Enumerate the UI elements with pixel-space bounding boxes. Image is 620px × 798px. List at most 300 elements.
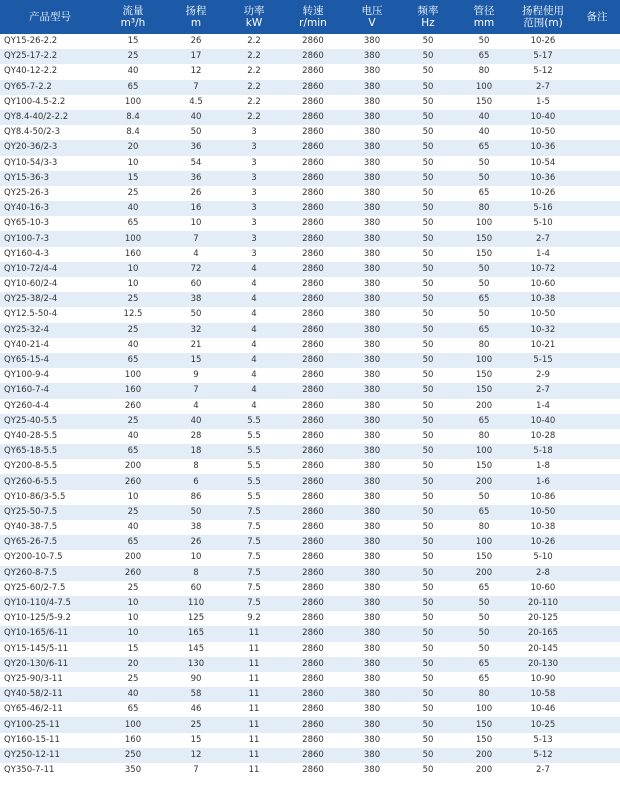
voltage-cell: 380: [363, 157, 381, 168]
flow-cell: 200: [124, 461, 142, 472]
voltage-cell: 380: [363, 279, 381, 290]
table-row: [0, 110, 620, 125]
voltage-cell: 380: [363, 36, 381, 47]
head-range-cell: 10-40: [530, 112, 556, 123]
speed-cell: 2860: [302, 309, 324, 320]
flow-cell: 65: [127, 81, 139, 92]
model-cell: QY25-17-2.2: [4, 51, 58, 62]
frequency-cell: 50: [422, 704, 434, 715]
frequency-cell: 50: [422, 552, 434, 563]
voltage-cell: 380: [363, 749, 381, 760]
head-range-cell: 20-165: [527, 628, 559, 639]
flow-cell: 25: [127, 187, 139, 198]
voltage-cell: 380: [363, 203, 381, 214]
table-row: [0, 505, 620, 520]
pipe-diameter-cell: 50: [478, 613, 490, 624]
pipe-diameter-cell: 80: [478, 689, 490, 700]
head-range-cell: 10-72: [530, 263, 556, 274]
table-row: [0, 581, 620, 596]
head-range-cell: 5-13: [533, 734, 553, 745]
voltage-header: [344, 0, 400, 34]
model-cell: QY65-15-4: [4, 355, 50, 366]
remarks-header-label: 备注: [586, 11, 608, 23]
pipe-diameter-cell: 65: [478, 658, 490, 669]
head-cell: 50: [190, 127, 202, 138]
model-cell: QY40-12-2.2: [4, 66, 58, 77]
pipe-diameter-header-unit: mm: [473, 17, 495, 29]
speed-cell: 2860: [302, 415, 324, 426]
head-range-cell: 10-50: [530, 127, 556, 138]
pipe-diameter-cell: 200: [475, 765, 493, 776]
pipe-diameter-cell: 80: [478, 339, 490, 350]
frequency-cell: 50: [422, 765, 434, 776]
pipe-diameter-cell: 150: [475, 233, 493, 244]
frequency-cell: 50: [422, 263, 434, 274]
flow-cell: 15: [127, 172, 139, 183]
speed-cell: 2860: [302, 582, 324, 593]
speed-cell: 2860: [302, 567, 324, 578]
table-row: [0, 247, 620, 262]
speed-cell: 2860: [302, 476, 324, 487]
remarks-cell: [574, 34, 620, 49]
head-cell: 46: [190, 704, 202, 715]
power-cell: 3: [251, 142, 257, 153]
head-cell: 145: [187, 643, 205, 654]
model-cell: QY160-4-3: [4, 248, 50, 259]
pipe-diameter-cell: 200: [475, 400, 493, 411]
flow-cell: 10: [127, 491, 139, 502]
power-cell: 3: [251, 127, 257, 138]
head-range-cell: 10-26: [530, 187, 556, 198]
head-range-cell: 2-7: [536, 765, 550, 776]
flow-cell: 350: [124, 765, 142, 776]
power-cell: 5.5: [247, 491, 261, 502]
frequency-cell: 50: [422, 598, 434, 609]
remarks-cell: [574, 247, 620, 262]
flow-cell: 65: [127, 446, 139, 457]
head-cell: 15: [190, 734, 202, 745]
head-cell: 125: [187, 613, 205, 624]
table-row: [0, 763, 620, 778]
remarks-cell: [574, 429, 620, 444]
speed-cell: 2860: [302, 491, 324, 502]
model-cell: QY8.4-50/2-3: [4, 127, 61, 138]
pipe-diameter-cell: 150: [475, 385, 493, 396]
power-cell: 11: [248, 734, 260, 745]
pipe-diameter-cell: 50: [478, 309, 490, 320]
frequency-cell: 50: [422, 491, 434, 502]
head-range-cell: 10-46: [530, 704, 556, 715]
model-cell: QY100-9-4: [4, 370, 50, 381]
remarks-cell: [574, 399, 620, 414]
flow-cell: 25: [127, 324, 139, 335]
head-cell: 6: [193, 476, 199, 487]
power-cell: 7.5: [247, 506, 261, 517]
voltage-cell: 380: [363, 81, 381, 92]
pipe-diameter-cell: 150: [475, 719, 493, 730]
flow-cell: 25: [127, 673, 139, 684]
frequency-cell: 50: [422, 96, 434, 107]
speed-header-label: 转速: [302, 5, 324, 17]
head-cell: 50: [190, 309, 202, 320]
flow-cell: 40: [127, 522, 139, 533]
frequency-cell: 50: [422, 673, 434, 684]
model-cell: QY10-125/5-9.2: [4, 613, 71, 624]
head-cell: 38: [190, 522, 202, 533]
power-cell: 4: [251, 385, 257, 396]
model-cell: QY25-32-4: [4, 324, 50, 335]
remarks-cell: [574, 414, 620, 429]
head-cell: 90: [190, 673, 202, 684]
remarks-cell: [574, 307, 620, 322]
header-row: [0, 0, 620, 34]
head-cell: 50: [190, 506, 202, 517]
voltage-cell: 380: [363, 370, 381, 381]
head-cell: 8: [193, 461, 199, 472]
head-cell: 26: [190, 537, 202, 548]
voltage-cell: 380: [363, 658, 381, 669]
head-range-cell: 5-10: [533, 218, 553, 229]
head-cell: 9: [193, 370, 199, 381]
head-range-header-unit: 范围(m): [523, 17, 563, 29]
speed-cell: 2860: [302, 749, 324, 760]
voltage-cell: 380: [363, 734, 381, 745]
model-cell: QY100-4.5-2.2: [4, 96, 66, 107]
flow-cell: 260: [124, 567, 142, 578]
speed-cell: 2860: [302, 506, 324, 517]
frequency-cell: 50: [422, 66, 434, 77]
pipe-diameter-cell: 80: [478, 66, 490, 77]
head-cell: 12: [190, 66, 202, 77]
frequency-cell: 50: [422, 522, 434, 533]
remarks-cell: [574, 353, 620, 368]
power-cell: 4: [251, 309, 257, 320]
model-cell: QY260-4-4: [4, 400, 50, 411]
head-range-cell: 5-15: [533, 355, 553, 366]
remarks-cell: [574, 763, 620, 778]
frequency-cell: 50: [422, 658, 434, 669]
head-range-cell: 5-17: [533, 51, 553, 62]
model-cell: QY260-6-5.5: [4, 476, 58, 487]
head-range-cell: 1-4: [536, 400, 550, 411]
frequency-cell: 50: [422, 157, 434, 168]
voltage-cell: 380: [363, 187, 381, 198]
model-cell: QY40-58/2-11: [4, 689, 63, 700]
head-cell: 4: [193, 248, 199, 259]
voltage-cell: 380: [363, 248, 381, 259]
speed-cell: 2860: [302, 66, 324, 77]
power-cell: 11: [248, 643, 260, 654]
table-row: [0, 733, 620, 748]
remarks-cell: [574, 216, 620, 231]
power-cell: 7.5: [247, 567, 261, 578]
table-row: [0, 49, 620, 64]
model-cell: QY20-130/6-11: [4, 658, 69, 669]
model-cell: QY260-8-7.5: [4, 567, 58, 578]
speed-cell: 2860: [302, 263, 324, 274]
head-range-cell: 1-4: [536, 248, 550, 259]
head-range-cell: 5-18: [533, 446, 553, 457]
frequency-cell: 50: [422, 415, 434, 426]
flow-cell: 65: [127, 704, 139, 715]
flow-cell: 160: [124, 734, 142, 745]
head-range-cell: 10-40: [530, 415, 556, 426]
head-cell: 38: [190, 294, 202, 305]
model-cell: QY25-26-3: [4, 187, 50, 198]
voltage-cell: 380: [363, 127, 381, 138]
table-row: [0, 125, 620, 140]
voltage-cell: 380: [363, 537, 381, 548]
table-row: [0, 140, 620, 155]
flow-cell: 260: [124, 476, 142, 487]
head-cell: 21: [190, 339, 202, 350]
head-range-cell: 10-38: [530, 522, 556, 533]
model-cell: QY15-26-2.2: [4, 36, 58, 47]
model-header: [0, 0, 100, 34]
remarks-cell: [574, 186, 620, 201]
pipe-diameter-cell: 40: [478, 112, 490, 123]
flow-cell: 10: [127, 279, 139, 290]
remarks-cell: [574, 49, 620, 64]
voltage-cell: 380: [363, 461, 381, 472]
speed-cell: 2860: [302, 628, 324, 639]
head-range-cell: 5-10: [533, 552, 553, 563]
head-range-cell: 10-38: [530, 294, 556, 305]
head-range-cell: 10-60: [530, 279, 556, 290]
power-cell: 4: [251, 355, 257, 366]
speed-cell: 2860: [302, 81, 324, 92]
remarks-cell: [574, 80, 620, 95]
flow-header-label: 流量: [122, 5, 144, 17]
speed-cell: 2860: [302, 673, 324, 684]
power-cell: 5.5: [247, 461, 261, 472]
flow-cell: 20: [127, 142, 139, 153]
flow-cell: 100: [124, 370, 142, 381]
head-range-cell: 20-125: [527, 613, 559, 624]
table-row: [0, 459, 620, 474]
remarks-cell: [574, 642, 620, 657]
table-row: [0, 231, 620, 246]
model-cell: QY10-72/4-4: [4, 263, 58, 274]
frequency-cell: 50: [422, 506, 434, 517]
remarks-cell: [574, 338, 620, 353]
voltage-cell: 380: [363, 112, 381, 123]
power-cell: 4: [251, 294, 257, 305]
speed-cell: 2860: [302, 765, 324, 776]
pipe-diameter-cell: 50: [478, 491, 490, 502]
head-range-cell: 10-58: [530, 689, 556, 700]
table-row: [0, 95, 620, 110]
speed-cell: 2860: [302, 36, 324, 47]
remarks-cell: [574, 596, 620, 611]
voltage-cell: 380: [363, 172, 381, 183]
head-cell: 86: [190, 491, 202, 502]
voltage-cell: 380: [363, 613, 381, 624]
speed-cell: 2860: [302, 689, 324, 700]
flow-cell: 160: [124, 248, 142, 259]
frequency-cell: 50: [422, 400, 434, 411]
pipe-diameter-cell: 65: [478, 415, 490, 426]
speed-cell: 2860: [302, 734, 324, 745]
head-cell: 28: [190, 430, 202, 441]
model-cell: QY200-8-5.5: [4, 461, 58, 472]
flow-cell: 260: [124, 400, 142, 411]
remarks-cell: [574, 64, 620, 79]
frequency-cell: 50: [422, 476, 434, 487]
head-cell: 40: [190, 415, 202, 426]
head-cell: 4: [193, 400, 199, 411]
remarks-cell: [574, 231, 620, 246]
flow-cell: 40: [127, 203, 139, 214]
voltage-cell: 380: [363, 96, 381, 107]
table-row: [0, 171, 620, 186]
remarks-cell: [574, 717, 620, 732]
flow-cell: 10: [127, 598, 139, 609]
frequency-cell: 50: [422, 582, 434, 593]
model-cell: QY25-60/2-7.5: [4, 582, 66, 593]
table-row: [0, 657, 620, 672]
remarks-cell: [574, 140, 620, 155]
head-range-cell: 10-54: [530, 157, 556, 168]
model-cell: QY20-36/2-3: [4, 142, 58, 153]
power-cell: 3: [251, 203, 257, 214]
pipe-diameter-cell: 65: [478, 142, 490, 153]
model-cell: QY160-7-4: [4, 385, 50, 396]
frequency-cell: 50: [422, 233, 434, 244]
model-cell: QY25-38/2-4: [4, 294, 58, 305]
flow-cell: 200: [124, 552, 142, 563]
remarks-cell: [574, 566, 620, 581]
power-cell: 4: [251, 279, 257, 290]
head-cell: 130: [187, 658, 205, 669]
model-cell: QY12.5-50-4: [4, 309, 58, 320]
power-header: [226, 0, 282, 34]
frequency-cell: 50: [422, 446, 434, 457]
frequency-cell: 50: [422, 643, 434, 654]
pipe-diameter-cell: 50: [478, 172, 490, 183]
flow-cell: 12.5: [123, 309, 143, 320]
table-row: [0, 626, 620, 641]
head-range-cell: 20-110: [527, 598, 559, 609]
speed-cell: 2860: [302, 112, 324, 123]
pipe-diameter-cell: 80: [478, 522, 490, 533]
table-row: [0, 368, 620, 383]
flow-cell: 15: [127, 36, 139, 47]
flow-cell: 100: [124, 719, 142, 730]
remarks-cell: [574, 581, 620, 596]
frequency-cell: 50: [422, 218, 434, 229]
model-cell: QY40-28-5.5: [4, 430, 58, 441]
flow-cell: 10: [127, 628, 139, 639]
head-cell: 7: [193, 233, 199, 244]
remarks-header: [574, 0, 620, 34]
table-row: [0, 717, 620, 732]
table-row: [0, 80, 620, 95]
head-cell: 4.5: [189, 96, 203, 107]
frequency-cell: 50: [422, 309, 434, 320]
head-range-cell: 2-8: [536, 567, 550, 578]
head-range-cell: 10-28: [530, 430, 556, 441]
voltage-cell: 380: [363, 704, 381, 715]
voltage-cell: 380: [363, 598, 381, 609]
flow-cell: 20: [127, 658, 139, 669]
head-range-cell: 10-90: [530, 673, 556, 684]
remarks-cell: [574, 626, 620, 641]
remarks-cell: [574, 733, 620, 748]
frequency-cell: 50: [422, 294, 434, 305]
speed-cell: 2860: [302, 552, 324, 563]
pipe-diameter-cell: 100: [475, 218, 493, 229]
voltage-cell: 380: [363, 51, 381, 62]
flow-cell: 40: [127, 430, 139, 441]
voltage-cell: 380: [363, 294, 381, 305]
remarks-cell: [574, 505, 620, 520]
voltage-cell: 380: [363, 719, 381, 730]
speed-cell: 2860: [302, 51, 324, 62]
power-cell: 3: [251, 187, 257, 198]
power-cell: 2.2: [247, 51, 261, 62]
speed-cell: 2860: [302, 248, 324, 259]
remarks-cell: [574, 262, 620, 277]
table-row: [0, 672, 620, 687]
table-row: [0, 702, 620, 717]
model-cell: QY40-16-3: [4, 203, 50, 214]
flow-header-unit: m³/h: [120, 17, 146, 29]
table-row: [0, 429, 620, 444]
head-range-cell: 10-36: [530, 172, 556, 183]
remarks-cell: [574, 444, 620, 459]
remarks-cell: [574, 383, 620, 398]
power-cell: 5.5: [247, 430, 261, 441]
frequency-cell: 50: [422, 36, 434, 47]
pipe-diameter-cell: 100: [475, 355, 493, 366]
frequency-cell: 50: [422, 248, 434, 259]
remarks-cell: [574, 687, 620, 702]
speed-cell: 2860: [302, 704, 324, 715]
frequency-cell: 50: [422, 734, 434, 745]
pipe-diameter-cell: 40: [478, 127, 490, 138]
model-cell: QY250-12-11: [4, 749, 60, 760]
speed-cell: 2860: [302, 172, 324, 183]
power-cell: 11: [248, 704, 260, 715]
frequency-cell: 50: [422, 203, 434, 214]
remarks-cell: [574, 201, 620, 216]
pipe-diameter-cell: 200: [475, 567, 493, 578]
flow-cell: 65: [127, 218, 139, 229]
flow-cell: 250: [124, 749, 142, 760]
head-cell: 36: [190, 142, 202, 153]
remarks-cell: [574, 520, 620, 535]
pipe-diameter-cell: 65: [478, 506, 490, 517]
pipe-diameter-cell: 100: [475, 446, 493, 457]
flow-cell: 65: [127, 537, 139, 548]
voltage-cell: 380: [363, 324, 381, 335]
table-row: [0, 186, 620, 201]
head-range-cell: 5-16: [533, 203, 553, 214]
head-range-cell: 5-12: [533, 749, 553, 760]
flow-cell: 25: [127, 415, 139, 426]
frequency-cell: 50: [422, 127, 434, 138]
voltage-header-label: 电压: [361, 5, 383, 17]
head-range-cell: 10-25: [530, 719, 556, 730]
table-row: [0, 566, 620, 581]
speed-cell: 2860: [302, 461, 324, 472]
table-row: [0, 323, 620, 338]
speed-cell: 2860: [302, 127, 324, 138]
power-cell: 2.2: [247, 66, 261, 77]
power-header-unit: kW: [245, 17, 263, 29]
voltage-cell: 380: [363, 400, 381, 411]
